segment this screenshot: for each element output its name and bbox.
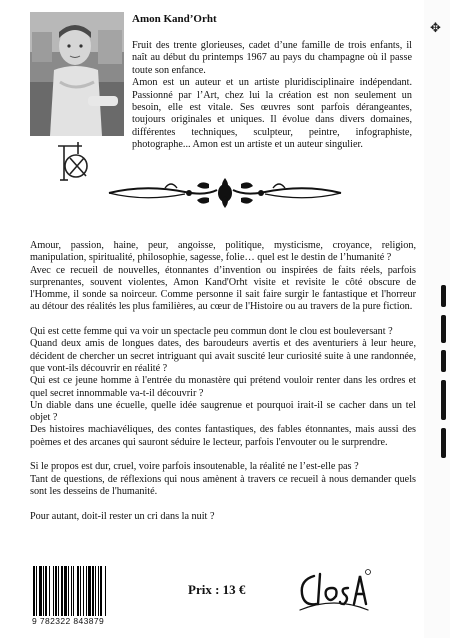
synopsis-paragraph: Pour autant, doit-il rester un cri dans la nuit ? (30, 510, 215, 522)
barcode-bar (98, 566, 99, 616)
barcode-bar (36, 566, 37, 616)
barcode-bar (88, 566, 91, 616)
author-photo (30, 12, 124, 136)
barcode-bar (61, 566, 63, 616)
barcode-bar (100, 566, 102, 616)
barcode-bar (45, 566, 47, 616)
barcode-bar (68, 566, 69, 616)
spine-fragment (441, 315, 446, 343)
barcode-bar (73, 566, 74, 616)
barcode-bar (71, 566, 72, 616)
barcode-bar (80, 566, 81, 616)
monogram-logo (52, 140, 98, 186)
barcode-bar (55, 566, 57, 616)
spine-fragment (441, 350, 446, 372)
paragraph-gap (30, 449, 416, 461)
barcode-bar (49, 566, 50, 616)
barcode-bar (39, 566, 42, 616)
edge-ornament-icon: ✥ (430, 20, 441, 35)
isbn-number: 9 782322 843879 (32, 616, 105, 626)
author-name: Amon Kand’Orht (132, 13, 217, 25)
synopsis-paragraph: Amour, passion, haine, peur, angoisse, politique, mysticisme, croyance, religion, manipulation, spiritualité, philosophie, sagesse, folie… quel est le destin de l’humanité ? (30, 240, 416, 264)
synopsis-paragraph: Avec ce recueil de nouvelles, étonnantes d’invention ou inspirées de faits réels, parfois surprenantes, souvent violentes, Amon Kand'Orht visite et revisite le côté obscure de l'Homme, il sonde sa noirceur. Comme personne il sait faire surgir le fantastique et l'horreur au détour des réalités les plus familières, au cœur de l'Histoire ou au travers de la pure fiction. (30, 264, 416, 313)
paragraph-gap (30, 314, 416, 326)
barcode-bar (92, 566, 94, 616)
paragraph-gap (30, 498, 416, 510)
barcode-bar (105, 566, 106, 616)
barcode-bar (33, 566, 35, 616)
ornament-divider-icon (105, 176, 345, 210)
spine-fragment (441, 428, 446, 458)
bio-paragraph: Amon est un auteur et un artiste pluridisciplinaire indépendant. Passionné par l’Art, chez lui la création est non seulement un besoin, elle est vitale. Ses œuvres sont parfois dérangeantes, toujours originales et uniques. Il évolue dans divers domaines, différentes techniques, sculpteur, peintre, infographiste, photographe... Amon est un artiste et un auteur singulier. (132, 77, 412, 151)
synopsis-paragraph: Qui est ce jeune homme à l'entrée du monastère qui prétend vouloir renter dans les ordres et quel secret innommable va-t-il découvrir ? (30, 375, 416, 399)
barcode-bar (53, 566, 54, 616)
barcode-bar (86, 566, 87, 616)
bio-paragraph: Fruit des trente glorieuses, cadet d’une famille de trois enfants, il naît au début du printemps 1967 au pays du champagne où il passe toute son enfance. (132, 40, 412, 76)
barcode-bar (77, 566, 79, 616)
synopsis (30, 240, 416, 523)
barcode-bar (83, 566, 84, 616)
price: Prix : 13 € (188, 582, 246, 597)
spine-edge (424, 0, 450, 638)
spine-fragment (441, 285, 446, 307)
synopsis-paragraph: Si le propos est dur, cruel, voire parfois insoutenable, la réalité ne l’est-elle pas ? (30, 461, 359, 473)
barcode-bar (43, 566, 44, 616)
barcode-bar (58, 566, 59, 616)
spine-fragment (441, 380, 446, 420)
synopsis-paragraph: Tant de questions, de réflexions qui nous amènent à travers ce recueil à nous demander quels sont les desseins de l'humanité. (30, 473, 416, 497)
barcode-bar (95, 566, 96, 616)
synopsis-paragraph: Des histoires machiavéliques, des contes fantastiques, des fables étonnantes, mais aussi des poèmes et des arcanes qui sauront séduire le lecteur, parfois l'envouter ou le surprendre. (30, 424, 416, 448)
publisher-logo-icon (296, 566, 372, 618)
synopsis-paragraph: Un diable dans une écuelle, quelle idée saugrenue et pourquoi irait-il se cacher dans un tel objet ? (30, 399, 416, 424)
synopsis-paragraph: Qui est cette femme qui va voir un spectacle peu commun dont le clou est bouleversant ? (30, 326, 393, 338)
author-bio (132, 40, 412, 152)
barcode-icon (32, 566, 128, 616)
barcode-bar (64, 566, 67, 616)
synopsis-paragraph: Quand deux amis de longues dates, des baroudeurs avertis et des aventuriers à leur heure, décident de chercher un secret intriguant qui avait suscité leur curiosité suite à une randonnée, que vont-ils découvrir en réalité ? (30, 338, 416, 374)
